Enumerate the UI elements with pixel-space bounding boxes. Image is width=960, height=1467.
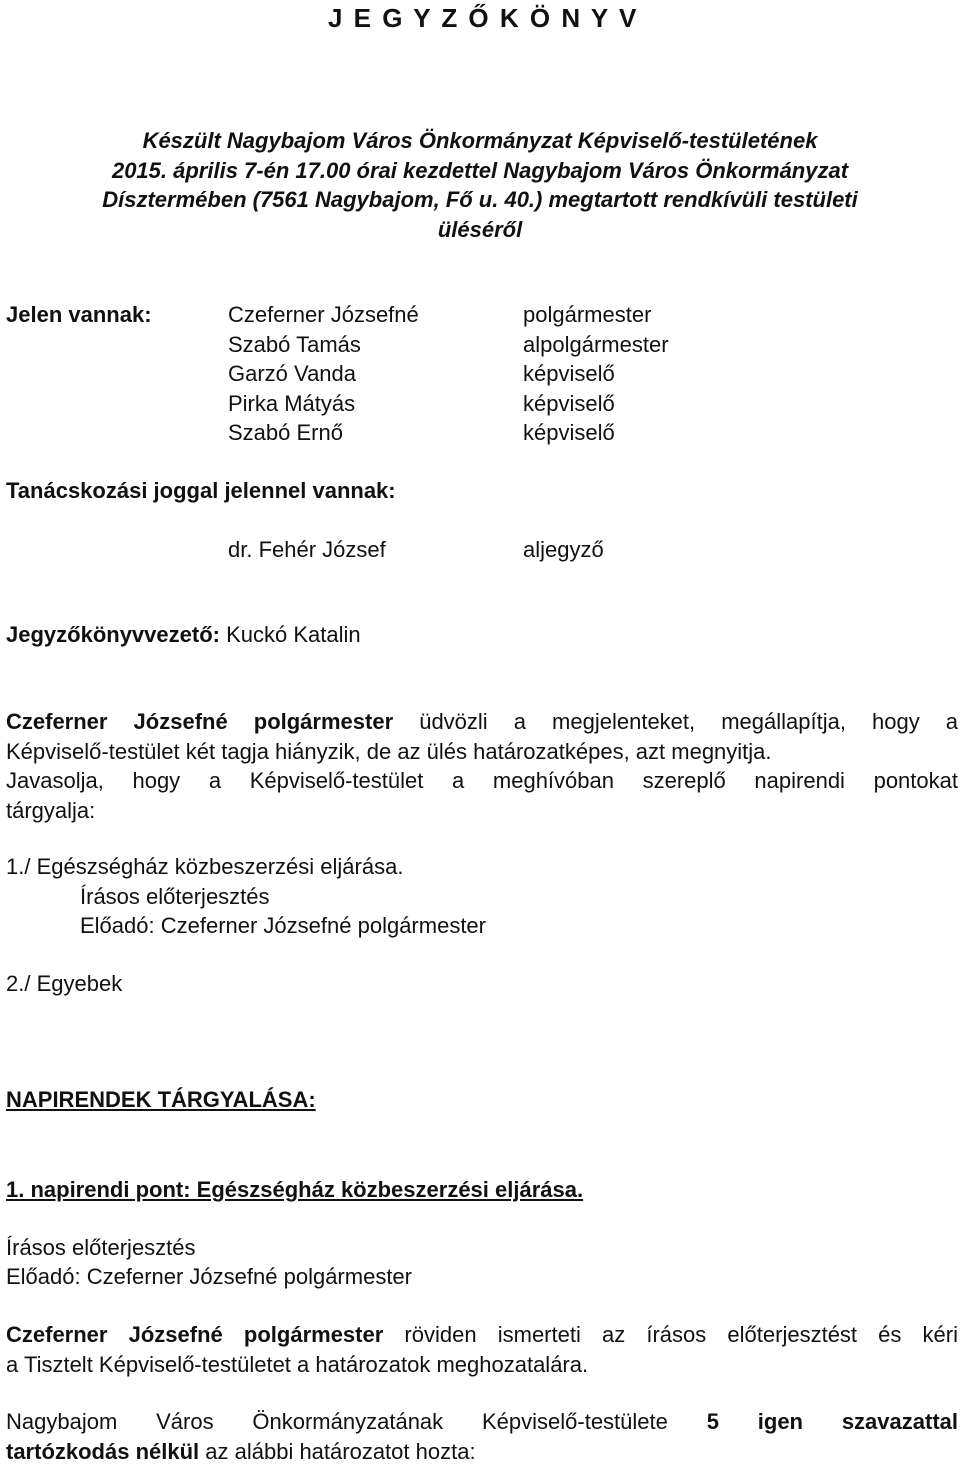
paragraph-text: az alábbi határozatot hozta:	[199, 1439, 476, 1464]
intro-line: Dísztermében (7561 Nagybajom, Fő u. 40.) megtartott rendkívüli testületi	[102, 187, 858, 212]
attendee-name: Czeferner Józsefné	[228, 302, 419, 327]
paragraph-line	[6, 1320, 958, 1350]
resolution-paragraph	[6, 1407, 958, 1467]
attendee-roles	[523, 300, 669, 448]
agenda-point-presenter: Előadó: Czeferner Józsefné polgármester	[6, 1264, 412, 1289]
attendee-role: képviselő	[523, 361, 615, 386]
opening-paragraph	[6, 707, 958, 825]
presentation-paragraph	[6, 1320, 958, 1380]
paragraph-line: Képviselő-testület két tagja hiányzik, de az ülés határozatképes, azt megnyitja.	[6, 738, 772, 764]
paragraph-text: Nagybajom Város Önkormányzatának Képviselő-testülete	[6, 1409, 707, 1434]
document-title: J E G Y Z Ő K Ö N Y V	[328, 3, 639, 33]
recorder-label: Jegyzőkönyvvezető:	[6, 622, 220, 647]
paragraph-line	[6, 707, 958, 737]
agenda-point-title: 1. napirendi pont: Egészségház közbeszerzési eljárása.	[6, 1177, 584, 1202]
paragraph-line: a Tisztelt Képviselő-testületet a határozatok meghozatalára.	[6, 1352, 589, 1377]
intro-line: üléséről	[437, 216, 523, 242]
intro-line: 2015. április 7-én 17.00 órai kezdettel Nagybajom Város Önkormányzat	[111, 157, 849, 183]
abstention-note: tartózkodás nélkül	[6, 1439, 200, 1464]
paragraph-text: üdvözli a megjelenteket, megállapítja, hogy a	[393, 709, 959, 734]
attendee-role: képviselő	[523, 420, 615, 445]
attendee-names	[228, 300, 419, 448]
paragraph-line: tárgyalja:	[6, 797, 96, 823]
agenda-item-1-presenter: Előadó: Czeferner Józsefné polgármester	[80, 913, 486, 938]
intro-block	[30, 126, 930, 244]
agenda-point-note: Írásos előterjesztés	[6, 1235, 196, 1260]
attendees-label: Jelen vannak:	[6, 302, 152, 327]
paragraph-line	[6, 1407, 958, 1437]
consultative-role: aljegyző	[523, 537, 604, 562]
paragraph-text: röviden ismerteti az írásos előterjesztést és kéri	[383, 1322, 959, 1347]
vote-count: 5 igen szavazattal	[706, 1409, 958, 1434]
intro-line: Készült Nagybajom Város Önkormányzat Képviselő-testületének	[142, 128, 818, 153]
agenda-item-2: 2./ Egyebek	[6, 971, 123, 996]
attendee-role: alpolgármester	[523, 331, 669, 357]
attendee-name: Pirka Mátyás	[228, 390, 356, 416]
consultative-label: Tanácskozási joggal jelennel vannak:	[6, 478, 396, 503]
recorder-line	[6, 620, 361, 649]
attendee-role: polgármester	[523, 302, 652, 327]
attendee-role: képviselő	[523, 390, 615, 416]
agenda-item-1: 1./ Egészségház közbeszerzési eljárása.	[6, 854, 404, 879]
recorder-name: Kuckó Katalin	[219, 622, 361, 647]
attendee-name: Szabó Ernő	[228, 420, 343, 445]
paragraph-line: Javasolja, hogy a Képviselő-testület a meghívóban szereplő napirendi pontokat	[6, 768, 958, 793]
consultative-name: dr. Fehér József	[228, 537, 386, 562]
attendee-name: Garzó Vanda	[228, 361, 357, 386]
speaker-name: Czeferner Józsefné polgármester	[6, 1322, 384, 1347]
speaker-name: Czeferner Józsefné polgármester	[6, 709, 394, 734]
agenda-item-1-note: Írásos előterjesztés	[80, 884, 270, 909]
attendee-name: Szabó Tamás	[228, 331, 361, 357]
paragraph-line	[6, 1437, 958, 1467]
section-title: NAPIRENDEK TÁRGYALÁSA:	[6, 1087, 316, 1112]
